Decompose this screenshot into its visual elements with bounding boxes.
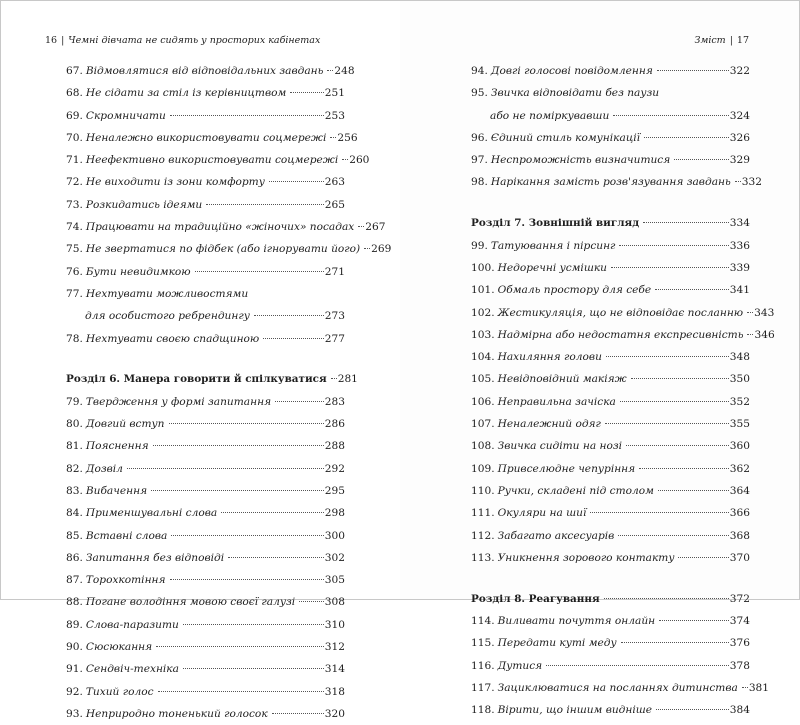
running-head-right bbox=[695, 35, 749, 46]
entry-number: 95. bbox=[471, 87, 488, 100]
entry-number: 81. bbox=[66, 440, 83, 453]
toc-entry[interactable] bbox=[66, 435, 345, 457]
dot-leader bbox=[742, 687, 748, 688]
entry-title: Пояснення bbox=[85, 440, 149, 453]
toc-entry[interactable] bbox=[471, 435, 750, 457]
toc-entry[interactable] bbox=[471, 368, 750, 390]
entry-title: Передати куті меду bbox=[497, 637, 617, 650]
chapter-heading[interactable] bbox=[66, 368, 358, 390]
toc-entry[interactable] bbox=[66, 261, 345, 283]
entry-page-number: 336 bbox=[729, 239, 750, 252]
entry-page-number: 374 bbox=[729, 615, 750, 628]
entry-title: Неналежно використовувати соцмережі bbox=[85, 131, 327, 144]
toc-entry[interactable] bbox=[471, 279, 750, 301]
entry-title: Неприродно тоненький голосок bbox=[85, 707, 268, 720]
entry-number: 93. bbox=[66, 707, 83, 720]
toc-entry[interactable] bbox=[66, 658, 345, 680]
entry-number: 82. bbox=[66, 462, 83, 475]
entry-page-number: 269 bbox=[371, 243, 392, 256]
entry-page-number: 283 bbox=[324, 395, 345, 408]
entry-page-number: 263 bbox=[324, 176, 345, 189]
entry-title: Нарікання замість розв'язування завдань bbox=[490, 176, 731, 189]
entry-title: Невідповідний макіяж bbox=[497, 373, 627, 386]
entry-page-number: 376 bbox=[729, 637, 750, 650]
dot-leader bbox=[626, 445, 729, 446]
dot-leader bbox=[327, 70, 333, 71]
entry-page-number: 260 bbox=[349, 154, 370, 167]
entry-number: 106. bbox=[471, 395, 495, 408]
entry-number: 83. bbox=[66, 484, 83, 497]
toc-entry[interactable] bbox=[66, 703, 345, 725]
dot-leader bbox=[158, 691, 324, 692]
entry-number: 113. bbox=[471, 551, 495, 564]
entry-number: 86. bbox=[66, 551, 83, 564]
entry-title: Розділ 7. Зовнішній вигляд bbox=[471, 217, 640, 230]
entry-number: 94. bbox=[471, 65, 488, 77]
toc-entry[interactable] bbox=[66, 82, 345, 104]
entry-title: Торохкотіння bbox=[85, 574, 166, 587]
entry-title: Не сідати за стіл із керівництвом bbox=[85, 87, 287, 100]
toc-entry[interactable] bbox=[471, 632, 750, 654]
entry-number: 109. bbox=[471, 462, 495, 475]
toc-entry[interactable] bbox=[471, 525, 750, 547]
dot-leader bbox=[643, 222, 729, 223]
toc-entry[interactable] bbox=[66, 127, 358, 149]
entry-page-number: 310 bbox=[324, 618, 345, 631]
dot-leader bbox=[127, 468, 324, 469]
entry-page-number: 378 bbox=[729, 659, 750, 672]
entry-page-number: 251 bbox=[324, 87, 345, 100]
toc-entry[interactable] bbox=[66, 391, 345, 413]
entry-number: 112. bbox=[471, 529, 495, 542]
entry-page-number: 302 bbox=[324, 551, 345, 564]
dot-leader bbox=[621, 642, 729, 643]
dot-leader bbox=[658, 490, 729, 491]
toc-entry[interactable] bbox=[66, 636, 345, 658]
entry-title: Твердження у формі запитання bbox=[85, 395, 272, 408]
dot-leader bbox=[659, 620, 729, 621]
entry-number: 111. bbox=[471, 507, 495, 520]
entry-title: Татуювання і пірсинг bbox=[490, 239, 616, 252]
entry-page-number: 350 bbox=[729, 373, 750, 386]
page-number: 16 bbox=[45, 35, 58, 46]
dot-leader bbox=[170, 115, 324, 116]
dot-leader bbox=[269, 181, 324, 182]
entry-number: 97. bbox=[471, 154, 488, 167]
entry-title: Неналежний одяг bbox=[497, 418, 601, 431]
toc-entry[interactable] bbox=[66, 60, 355, 82]
entry-number: 87. bbox=[66, 574, 83, 587]
dot-leader bbox=[153, 445, 324, 446]
entry-page-number: 348 bbox=[729, 351, 750, 364]
toc-entry[interactable] bbox=[471, 82, 750, 104]
dot-leader bbox=[183, 668, 324, 669]
entry-number: 91. bbox=[66, 663, 83, 676]
entry-title: Уникнення зорового контакту bbox=[497, 551, 675, 564]
section-gap bbox=[471, 194, 750, 213]
toc-entry[interactable] bbox=[66, 149, 370, 171]
entry-number: 117. bbox=[471, 681, 495, 694]
toc-entry[interactable] bbox=[471, 324, 775, 346]
entry-number: 80. bbox=[66, 418, 83, 431]
toc-entry[interactable] bbox=[66, 283, 345, 305]
entry-page-number: 312 bbox=[324, 641, 345, 654]
entry-page-number: 366 bbox=[729, 507, 750, 520]
entry-title: Забагато аксесуарів bbox=[497, 529, 615, 542]
running-head-separator: | bbox=[61, 35, 65, 46]
toc-entry[interactable] bbox=[66, 194, 345, 216]
dot-leader bbox=[228, 557, 324, 558]
dot-leader bbox=[618, 535, 728, 536]
toc-entry[interactable] bbox=[66, 681, 345, 703]
entry-title: Скромничати bbox=[85, 109, 166, 122]
toc-entry[interactable] bbox=[471, 149, 750, 171]
toc-entry[interactable] bbox=[66, 591, 345, 613]
toc-entry[interactable] bbox=[471, 257, 750, 279]
entry-page-number: 355 bbox=[729, 418, 750, 431]
running-head-separator: | bbox=[729, 35, 733, 46]
toc-entry[interactable] bbox=[471, 171, 762, 193]
entry-page-number: 271 bbox=[324, 265, 345, 278]
toc-entry[interactable] bbox=[66, 569, 345, 591]
page-number: 17 bbox=[736, 35, 749, 46]
entry-page-number: 384 bbox=[729, 704, 750, 717]
entry-number: 100. bbox=[471, 261, 495, 274]
entry-page-number: 314 bbox=[324, 663, 345, 676]
entry-page-number: 341 bbox=[729, 284, 750, 297]
entry-number: 118. bbox=[471, 704, 495, 717]
entry-title: Сендвіч-техніка bbox=[85, 663, 179, 676]
toc-entry[interactable] bbox=[66, 413, 345, 435]
entry-page-number: 343 bbox=[754, 306, 775, 319]
entry-title: Довгий вступ bbox=[85, 418, 165, 431]
dot-leader bbox=[605, 423, 729, 424]
entry-number: 98. bbox=[471, 176, 488, 189]
dot-leader bbox=[275, 401, 324, 402]
section-gap bbox=[66, 350, 345, 369]
entry-page-number: 329 bbox=[729, 154, 750, 167]
entry-title: Привселюдне чепуріння bbox=[497, 462, 636, 475]
dot-leader bbox=[169, 423, 324, 424]
entry-page-number: 364 bbox=[729, 484, 750, 497]
entry-number: 73. bbox=[66, 198, 83, 211]
toc-list-left bbox=[66, 60, 392, 725]
dot-leader bbox=[331, 378, 337, 379]
entry-page-number: 322 bbox=[729, 65, 750, 77]
entry-title: Розділ 6. Манера говорити й спілкуватися bbox=[66, 373, 327, 386]
entry-number: 69. bbox=[66, 109, 83, 122]
entry-number: 114. bbox=[471, 615, 495, 628]
toc-entry[interactable] bbox=[471, 105, 750, 127]
toc-entry[interactable] bbox=[471, 699, 750, 721]
entry-number: 90. bbox=[66, 641, 83, 654]
entry-number: 101. bbox=[471, 284, 495, 297]
entry-number: 99. bbox=[471, 239, 488, 252]
dot-leader bbox=[299, 601, 324, 602]
entry-title: Дутися bbox=[497, 659, 543, 672]
dot-leader bbox=[747, 312, 753, 313]
entry-title: Звичка відповідати без паузи bbox=[490, 87, 660, 100]
right-page bbox=[400, 1, 799, 717]
dot-leader bbox=[619, 245, 728, 246]
entry-page-number: 286 bbox=[324, 418, 345, 431]
chapter-heading[interactable] bbox=[471, 212, 750, 234]
toc-entry[interactable] bbox=[471, 502, 750, 524]
dot-leader bbox=[546, 665, 729, 666]
entry-title: або не поміркувавши bbox=[490, 109, 610, 122]
entry-number: 108. bbox=[471, 440, 495, 453]
entry-title: Окуляри на шиї bbox=[497, 507, 587, 520]
toc-entry[interactable] bbox=[471, 547, 750, 569]
entry-title: Погане володіння мовою своєї галузі bbox=[85, 596, 296, 609]
left-page bbox=[1, 1, 400, 720]
entry-title: Зациклюватися на посланнях дитинства bbox=[497, 681, 738, 694]
entry-number: 103. bbox=[471, 328, 495, 341]
entry-number: 107. bbox=[471, 418, 495, 431]
dot-leader bbox=[290, 92, 323, 93]
entry-title: Відмовлятися від відповідальних завдань bbox=[85, 65, 324, 77]
entry-number: 85. bbox=[66, 529, 83, 542]
entry-title: Працювати на традиційно «жіночих» посадах bbox=[85, 221, 355, 234]
entry-page-number: 332 bbox=[741, 176, 762, 189]
entry-title: Тихий голос bbox=[85, 685, 154, 698]
dot-leader bbox=[590, 512, 728, 513]
dot-leader bbox=[613, 115, 728, 116]
entry-title: Дозвіл bbox=[85, 462, 123, 475]
entry-page-number: 324 bbox=[729, 109, 750, 122]
section-gap bbox=[471, 569, 750, 588]
entry-title: Неспроможність визначитися bbox=[490, 154, 671, 167]
entry-title: Вставні слова bbox=[85, 529, 168, 542]
entry-title: Слова-паразити bbox=[85, 618, 179, 631]
entry-page-number: 300 bbox=[324, 529, 345, 542]
entry-number: 75. bbox=[66, 243, 83, 256]
dot-leader bbox=[606, 356, 729, 357]
toc-entry[interactable] bbox=[66, 614, 345, 636]
entry-title: Ручки, складені під столом bbox=[497, 484, 654, 497]
toc-entry[interactable] bbox=[471, 610, 750, 632]
dot-leader bbox=[611, 267, 729, 268]
entry-title: Не звертатися по фідбек (або ігнорувати його) bbox=[85, 243, 361, 256]
entry-number: 74. bbox=[66, 221, 83, 234]
entry-title: Нахиляння голови bbox=[497, 351, 602, 364]
entry-page-number: 298 bbox=[324, 507, 345, 520]
toc-entry[interactable] bbox=[471, 391, 750, 413]
entry-number: 72. bbox=[66, 176, 83, 189]
dot-leader bbox=[195, 271, 324, 272]
entry-title: для особистого ребрендингу bbox=[85, 310, 250, 323]
dot-leader bbox=[604, 598, 729, 599]
entry-number: 92. bbox=[66, 685, 83, 698]
entry-title: Звичка сидіти на нозі bbox=[497, 440, 623, 453]
dot-leader bbox=[655, 289, 729, 290]
dot-leader bbox=[678, 557, 728, 558]
dot-leader bbox=[657, 70, 729, 71]
entry-number: 77. bbox=[66, 287, 83, 300]
toc-entry[interactable] bbox=[66, 216, 386, 238]
entry-page-number: 318 bbox=[324, 685, 345, 698]
entry-number: 68. bbox=[66, 87, 83, 100]
entry-number: 105. bbox=[471, 373, 495, 386]
book-title: Чемні дівчата не сидять у просторих кабінетах bbox=[68, 35, 321, 46]
entry-title: Розділ 8. Реагування bbox=[471, 592, 600, 605]
entry-page-number: 273 bbox=[324, 310, 345, 323]
toc-entry[interactable] bbox=[66, 171, 345, 193]
dot-leader bbox=[364, 248, 370, 249]
dot-leader bbox=[156, 646, 324, 647]
toc-entry[interactable] bbox=[471, 346, 750, 368]
dot-leader bbox=[221, 512, 324, 513]
entry-page-number: 248 bbox=[334, 65, 355, 77]
entry-title: Довгі голосові повідомлення bbox=[490, 65, 653, 77]
toc-entry[interactable] bbox=[66, 328, 345, 350]
dot-leader bbox=[620, 401, 729, 402]
entry-page-number: 381 bbox=[748, 681, 770, 694]
entry-page-number: 267 bbox=[365, 221, 386, 234]
entry-title: Розкидатись ідеями bbox=[85, 198, 203, 211]
entry-title: Надмірна або недостатня експресивність bbox=[497, 328, 744, 341]
entry-number: 71. bbox=[66, 154, 83, 167]
dot-leader bbox=[639, 468, 729, 469]
toc-entry[interactable] bbox=[471, 235, 750, 257]
toc-entry[interactable] bbox=[471, 655, 750, 677]
dot-leader bbox=[151, 490, 324, 491]
entry-page-number: 352 bbox=[729, 395, 750, 408]
toc-entry[interactable] bbox=[66, 305, 345, 327]
entry-title: Запитання без відповіді bbox=[85, 551, 225, 564]
entry-page-number: 277 bbox=[324, 332, 345, 345]
entry-title: Нехтувати можливостями bbox=[85, 287, 249, 300]
dot-leader bbox=[183, 624, 324, 625]
toc-list-right bbox=[471, 60, 775, 722]
entry-number: 116. bbox=[471, 659, 495, 672]
dot-leader bbox=[171, 535, 323, 536]
entry-page-number: 372 bbox=[729, 592, 750, 605]
entry-page-number: 308 bbox=[324, 596, 345, 609]
entry-number: 78. bbox=[66, 332, 83, 345]
entry-number: 70. bbox=[66, 131, 83, 144]
toc-entry[interactable] bbox=[471, 677, 770, 699]
dot-leader bbox=[631, 378, 729, 379]
entry-title: Неефективно використовувати соцмережі bbox=[85, 154, 339, 167]
dot-leader bbox=[263, 338, 324, 339]
toc-entry[interactable] bbox=[66, 480, 345, 502]
entry-number: 79. bbox=[66, 395, 83, 408]
entry-title: Недоречні усмішки bbox=[497, 261, 608, 274]
entry-page-number: 339 bbox=[729, 261, 750, 274]
entry-page-number: 360 bbox=[729, 440, 750, 453]
dot-leader bbox=[272, 713, 324, 714]
toc-entry[interactable] bbox=[471, 60, 750, 82]
entry-page-number: 334 bbox=[729, 217, 750, 230]
entry-number: 102. bbox=[471, 306, 495, 319]
toc-entry[interactable] bbox=[66, 525, 345, 547]
entry-title: Неправильна зачіска bbox=[497, 395, 616, 408]
toc-entry[interactable] bbox=[471, 127, 750, 149]
entry-title: Не виходити із зони комфорту bbox=[85, 176, 265, 189]
entry-number: 88. bbox=[66, 596, 83, 609]
toc-entry[interactable] bbox=[66, 238, 392, 260]
entry-number: 89. bbox=[66, 618, 83, 631]
entry-title: Вибачення bbox=[85, 484, 148, 497]
dot-leader bbox=[254, 315, 324, 316]
entry-title: Применшувальні слова bbox=[85, 507, 218, 520]
entry-title: Нехтувати своєю спадщиною bbox=[85, 332, 260, 345]
entry-title: Бути невидимкою bbox=[85, 265, 191, 278]
entry-title: Жестикуляція, що не відповідає посланню bbox=[497, 306, 744, 319]
entry-number: 115. bbox=[471, 637, 495, 650]
dot-leader bbox=[330, 137, 336, 138]
toc-entry[interactable] bbox=[66, 458, 345, 480]
entry-page-number: 370 bbox=[729, 551, 750, 564]
entry-title: Вірити, що іншим видніше bbox=[497, 704, 653, 717]
toc-entry[interactable] bbox=[471, 480, 750, 502]
entry-title: Обмаль простору для себе bbox=[497, 284, 652, 297]
entry-number: 96. bbox=[471, 131, 488, 144]
entry-page-number: 346 bbox=[754, 328, 775, 341]
entry-number: 104. bbox=[471, 351, 495, 364]
entry-page-number: 256 bbox=[337, 131, 358, 144]
entry-page-number: 292 bbox=[324, 462, 345, 475]
entry-number: 76. bbox=[66, 265, 83, 278]
entry-page-number: 288 bbox=[324, 440, 345, 453]
entry-page-number: 320 bbox=[324, 707, 345, 720]
entry-page-number: 368 bbox=[729, 529, 750, 542]
entry-page-number: 326 bbox=[729, 131, 750, 144]
entry-page-number: 265 bbox=[324, 198, 345, 211]
entry-title: Виливати почуття онлайн bbox=[497, 615, 656, 628]
toc-entry[interactable] bbox=[66, 547, 345, 569]
dot-leader bbox=[747, 334, 753, 335]
dot-leader bbox=[644, 137, 729, 138]
entry-number: 67. bbox=[66, 65, 83, 77]
entry-title: Єдиний стиль комунікації bbox=[490, 131, 640, 144]
entry-page-number: 295 bbox=[324, 484, 345, 497]
dot-leader bbox=[358, 226, 364, 227]
dot-leader bbox=[206, 204, 324, 205]
dot-leader bbox=[735, 181, 741, 182]
entry-page-number: 305 bbox=[324, 574, 345, 587]
toc-entry[interactable] bbox=[66, 105, 345, 127]
dot-leader bbox=[656, 709, 729, 710]
entry-page-number: 362 bbox=[729, 462, 750, 475]
dot-leader bbox=[342, 159, 348, 160]
section-title: Зміст bbox=[694, 35, 726, 46]
entry-page-number: 253 bbox=[324, 109, 345, 122]
toc-entry[interactable] bbox=[66, 502, 345, 524]
dot-leader bbox=[170, 579, 324, 580]
chapter-heading[interactable] bbox=[471, 588, 750, 610]
dot-leader bbox=[674, 159, 729, 160]
entry-title: Сюсюкання bbox=[85, 641, 153, 654]
entry-page-number: 281 bbox=[337, 373, 358, 386]
toc-entry[interactable] bbox=[471, 458, 750, 480]
toc-entry[interactable] bbox=[471, 413, 750, 435]
toc-entry[interactable] bbox=[471, 302, 775, 324]
entry-number: 84. bbox=[66, 507, 83, 520]
entry-number: 110. bbox=[471, 484, 495, 497]
running-head-left bbox=[45, 35, 320, 46]
